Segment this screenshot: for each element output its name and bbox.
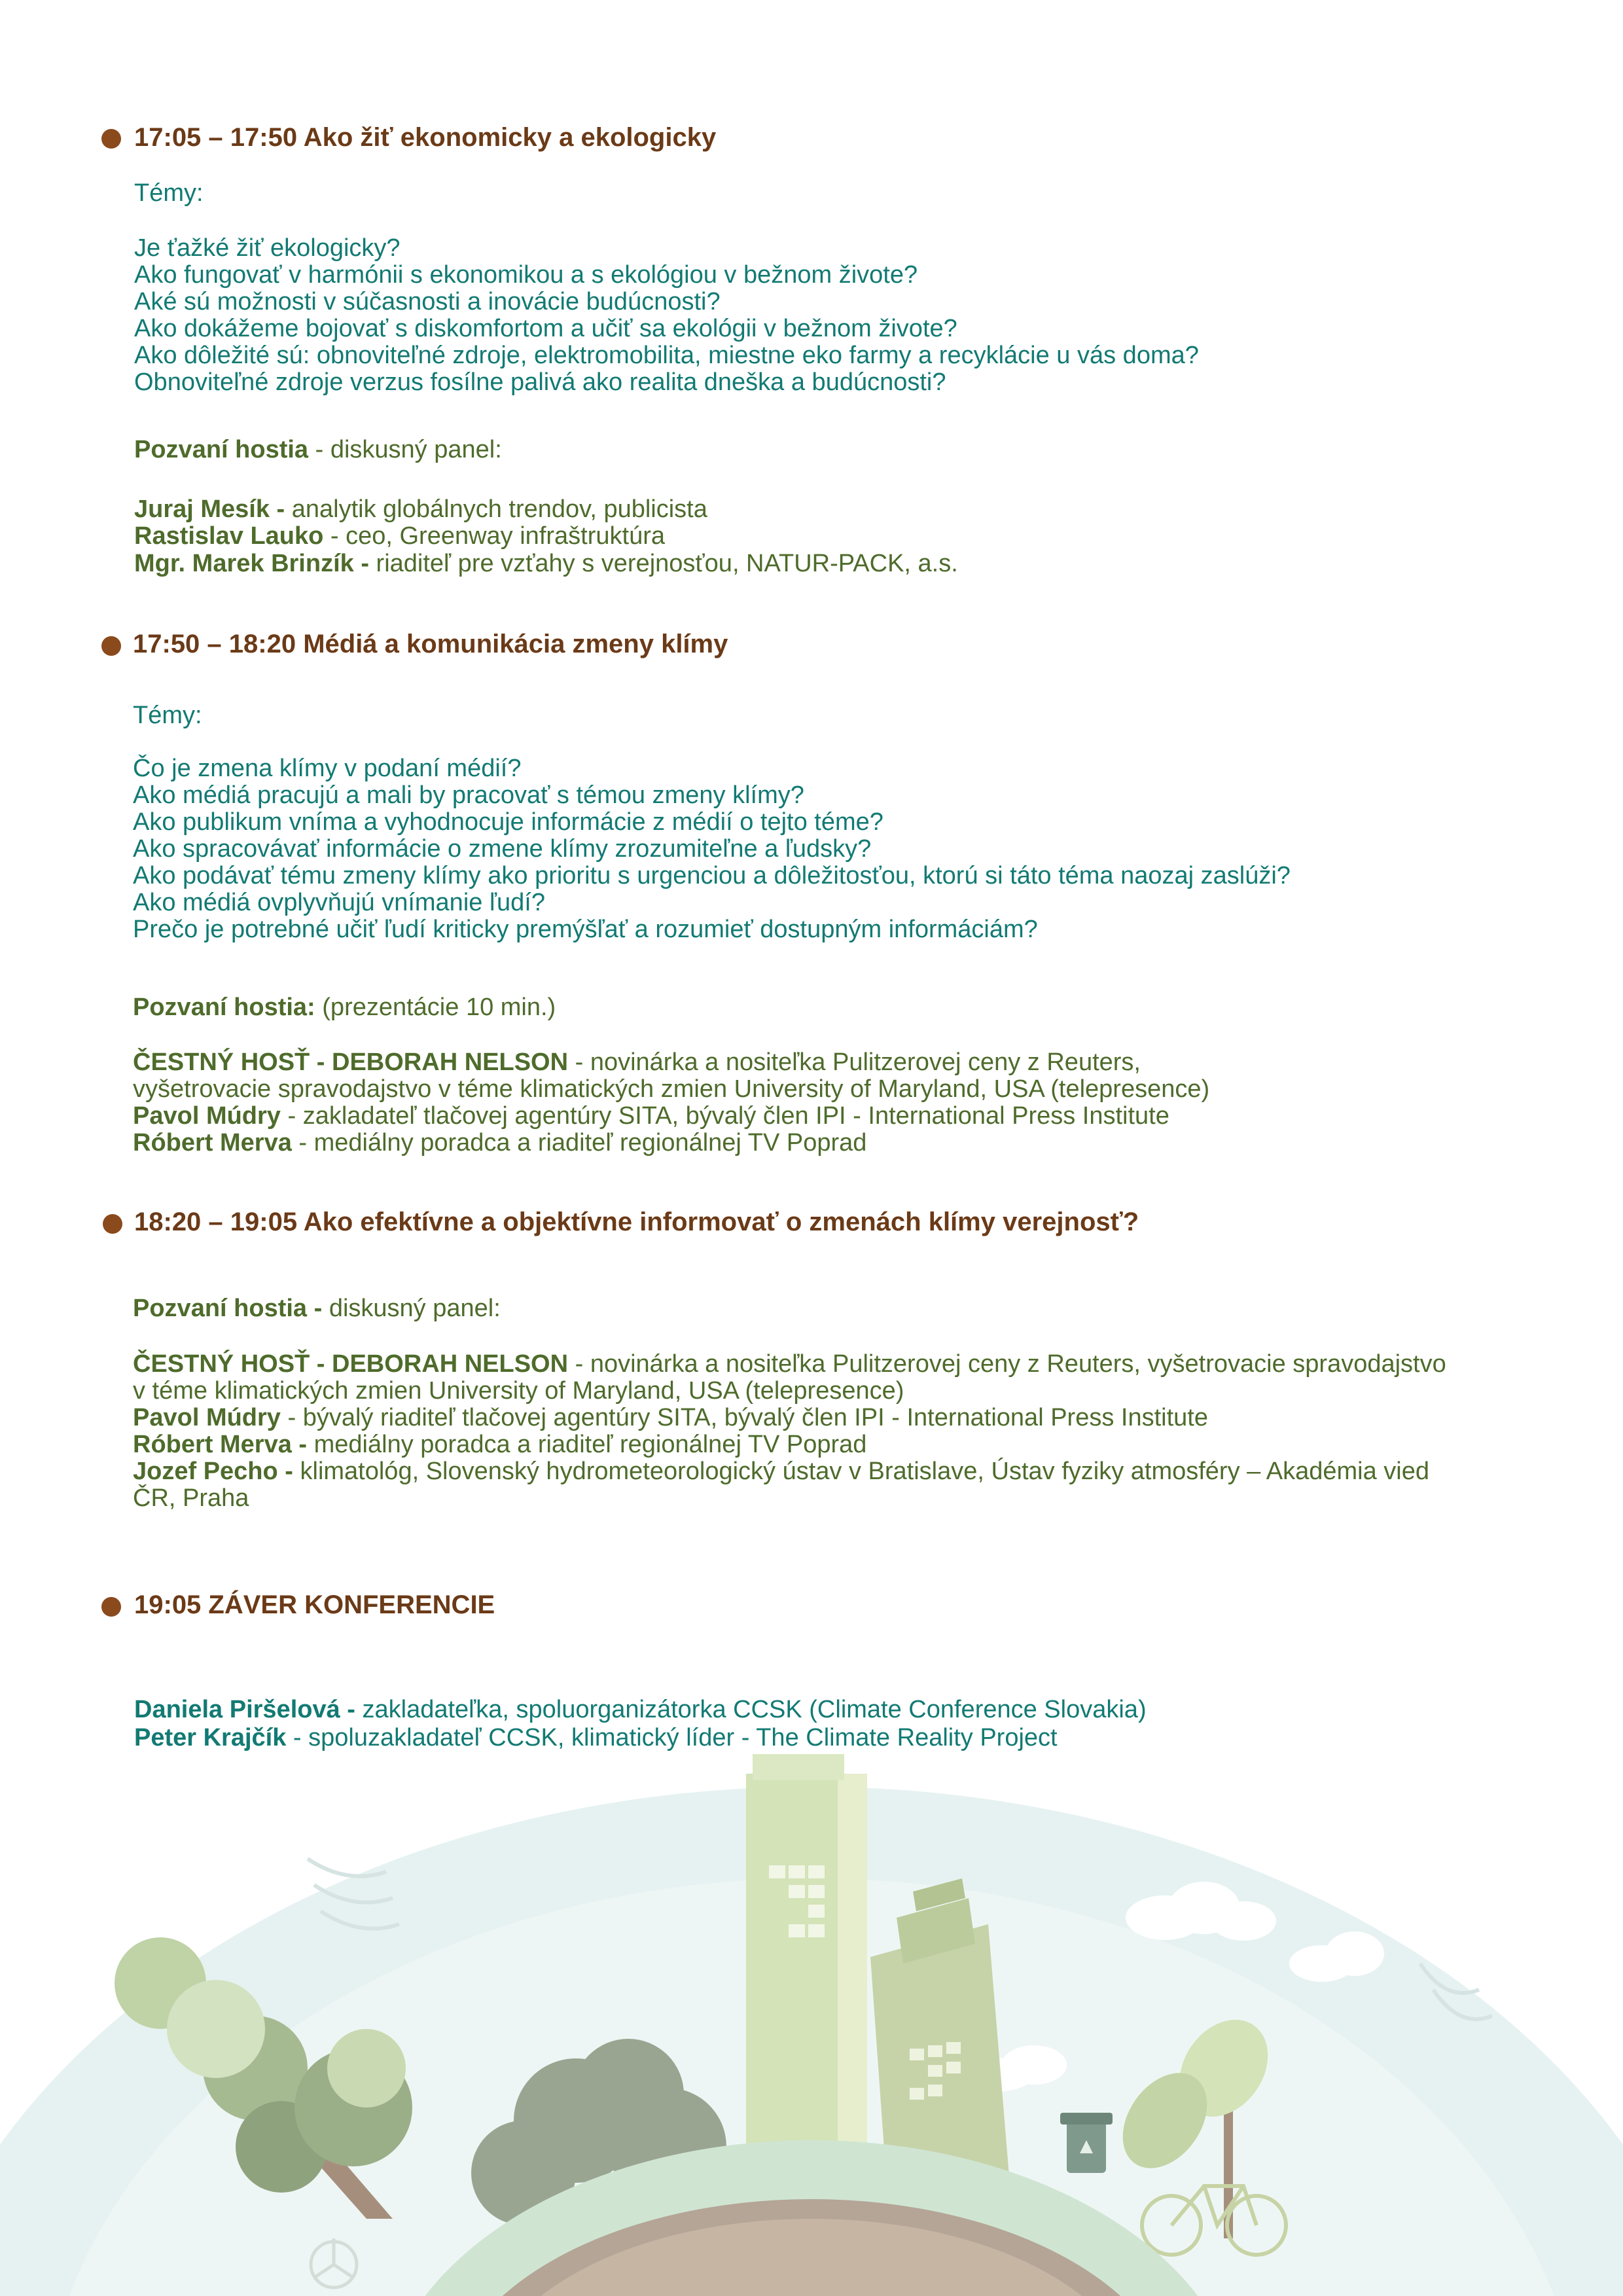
section-3-bullet (103, 1214, 122, 1234)
guest-name: Mgr. Marek Brinzík - (134, 550, 376, 577)
guest-desc: - ceo, Greenway infraštruktúra (323, 522, 665, 550)
s2-topic: Ako publikum vníma a vyhodnocuje informácie z médií o tejto téme? (133, 808, 883, 836)
s2-topic: Ako médiá pracujú a mali by pracovať s témou zmeny klímy? (133, 781, 804, 809)
guest-name: Róbert Merva (133, 1129, 292, 1157)
s1-topic: Obnoviteľné zdroje verzus fosílne palivá ako realita dneška a budúcnosti? (134, 368, 946, 396)
s2-guest (133, 1129, 866, 1157)
guest-desc: - bývalý riaditeľ tlačovej agentúry SITA, bývalý člen IPI - International Press Institute (280, 1404, 1208, 1431)
person-desc: - spoluzakladateľ CCSK, klimatický líder - The Climate Reality Project (286, 1724, 1058, 1751)
section-1-heading: 17:05 – 17:50 Ako žiť ekonomicky a ekologicky (134, 123, 717, 152)
section-1-bullet (101, 129, 121, 149)
s1-guests-label-line (134, 436, 502, 463)
s1-guest (134, 495, 707, 523)
s3-guest (133, 1350, 1446, 1378)
person-desc: zakladateľka, spoluorganizátorka CCSK (Climate Conference Slovakia) (362, 1696, 1147, 1723)
person-name: Daniela Piršelová - (134, 1696, 363, 1723)
s2-guests-label: Pozvaní hostia: (133, 994, 315, 1021)
guest-desc: klimatológ, Slovenský hydrometeorologický ústav v Bratislave, Ústav fyziky atmosféry – Akadémia vied (300, 1458, 1429, 1485)
s3-guest (133, 1484, 249, 1512)
s2-guests-label-line (133, 994, 556, 1021)
s1-guest (134, 522, 665, 550)
guest-desc: analytik globálnych trendov, publicista (291, 495, 707, 523)
recycle-bin-icon (1060, 2113, 1113, 2173)
s2-guest (133, 1102, 1169, 1130)
s1-topic: Aké sú možnosti v súčasnosti a inovácie budúcnosti? (134, 288, 721, 315)
guest-desc: vyšetrovacie spravodajstvo v téme klimatických zmien University of Maryland, USA (telepresence) (133, 1075, 1210, 1103)
s2-topic: Ako podávať tému zmeny klímy ako prioritu s urgenciou a dôležitosťou, ktorú si táto téma naozaj zaslúži? (133, 862, 1291, 889)
s3-guests-label-line (133, 1295, 501, 1322)
guest-name: Jozef Pecho - (133, 1458, 300, 1485)
guest-desc: v téme klimatických zmien University of Maryland, USA (telepresence) (133, 1377, 904, 1405)
guest-desc: mediálny poradca a riaditeľ regionálnej TV Poprad (313, 1431, 867, 1458)
s2-topic: Ako spracovávať informácie o zmene klímy zrozumiteľne a ľudsky? (133, 835, 872, 863)
s3-guests-label: Pozvaní hostia - (133, 1295, 329, 1322)
s1-topics-label: Témy: (134, 179, 204, 207)
section-2-bullet (101, 636, 121, 656)
guest-name: ČESTNÝ HOSŤ - DEBORAH NELSON (133, 1049, 569, 1076)
s3-guest (133, 1404, 1208, 1431)
s1-topic: Ako dokážeme bojovať s diskomfortom a učiť sa ekológii v bežnom živote? (134, 315, 957, 342)
s1-guest (134, 550, 958, 577)
s1-guests-label: Pozvaní hostia (134, 436, 309, 463)
s2-guest (133, 1075, 1209, 1103)
s2-topics-label: Témy: (133, 702, 202, 729)
guest-desc: - mediálny poradca a riaditeľ regionálnej TV Poprad (291, 1129, 867, 1157)
person-name: Peter Krajčík (134, 1724, 287, 1751)
guest-desc: - zakladateľ tlačovej agentúry SITA, bývalý člen IPI - International Press Institute (280, 1102, 1169, 1130)
s3-guest (133, 1431, 866, 1458)
s1-topic: Ako fungovať v harmónii s ekonomikou a s ekológiou v bežnom živote? (134, 261, 918, 289)
guest-name: Pavol Múdry (133, 1404, 281, 1431)
s3-guests-note: diskusný panel: (329, 1295, 501, 1322)
guest-name: Pavol Múdry (133, 1102, 281, 1130)
guest-desc: riaditeľ pre vzťahy s verejnosťou, NATUR-PACK, a.s. (376, 550, 958, 577)
s3-guest (133, 1458, 1429, 1485)
guest-name: ČESTNÝ HOSŤ - DEBORAH NELSON (133, 1350, 569, 1378)
eco-city-illustration (0, 1702, 1623, 2296)
s1-topic: Ako dôležité sú: obnoviteľné zdroje, elektromobilita, miestne eko farmy a recyklácie u vás doma? (134, 342, 1199, 369)
s2-topic: Čo je zmena klímy v podaní médií? (133, 755, 522, 782)
s1-guests-note: - diskusný panel: (308, 436, 502, 463)
section-4-heading: 19:05 ZÁVER KONFERENCIE (134, 1590, 495, 1619)
guest-name: Juraj Mesík - (134, 495, 292, 523)
s2-topic: Ako médiá ovplyvňujú vnímanie ľudí? (133, 889, 545, 916)
s2-topic: Prečo je potrebné učiť ľudí kriticky premýšľať a rozumieť dostupným informáciám? (133, 916, 1038, 943)
guest-name: Róbert Merva - (133, 1431, 314, 1458)
section-3-heading: 18:20 – 19:05 Ako efektívne a objektívne informovať o zmenách klímy verejnosť? (134, 1208, 1139, 1236)
guest-name: Rastislav Lauko (134, 522, 324, 550)
s3-guest (133, 1377, 904, 1405)
section-2-heading: 17:50 – 18:20 Médiá a komunikácia zmeny klímy (133, 630, 728, 658)
section-4-bullet (101, 1597, 121, 1617)
guest-desc: ČR, Praha (133, 1484, 249, 1512)
s2-guests-note: (prezentácie 10 min.) (315, 994, 556, 1021)
s1-topic: Je ťažké žiť ekologicky? (134, 234, 401, 262)
s2-guest (133, 1049, 1141, 1076)
guest-desc: - novinárka a nositeľka Pulitzerovej ceny z Reuters, vyšetrovacie spravodajstvo (568, 1350, 1446, 1378)
guest-desc: - novinárka a nositeľka Pulitzerovej ceny z Reuters, (568, 1049, 1141, 1076)
